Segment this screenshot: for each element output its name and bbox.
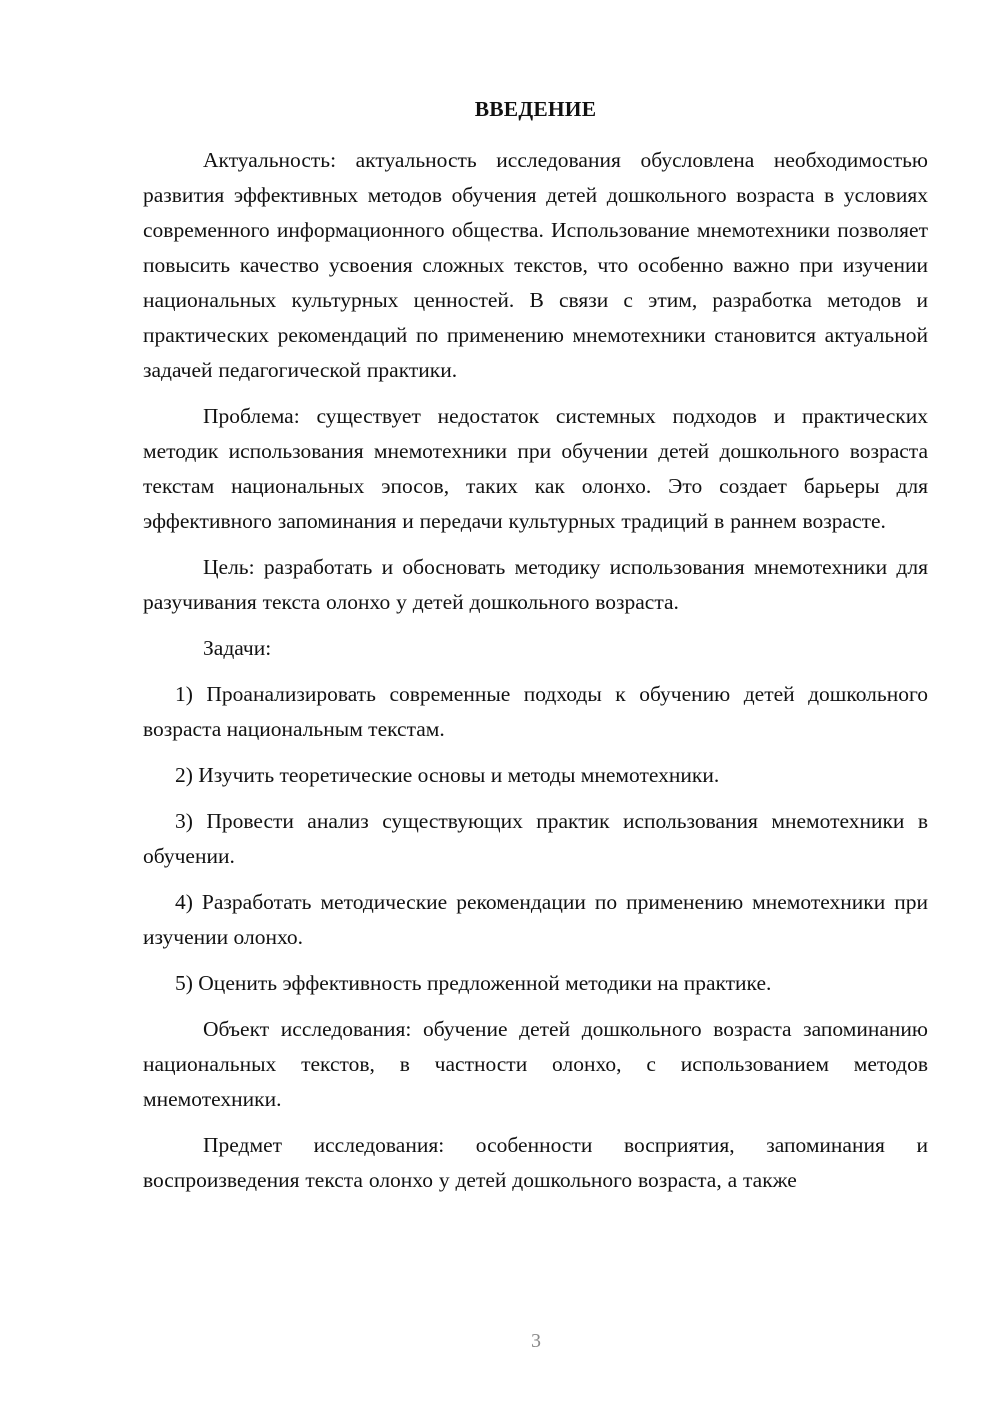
- tasks-label: Задачи:: [203, 636, 272, 660]
- task-item-3: 3) Провести анализ существующих практик использования мнемотехники в обучении.: [143, 809, 928, 868]
- document-page: [143, 92, 928, 1209]
- page-title: ВВЕДЕНИЕ: [474, 97, 597, 121]
- paragraph-subject: Предмет исследования: особенности восприятия, запоминания и воспроизведения текста олонхо у детей дошкольного возраста, а также: [143, 1133, 928, 1192]
- paragraph-goal: Цель: разработать и обосновать методику использования мнемотехники для разучивания текста олонхо у детей дошкольного возраста.: [143, 555, 928, 614]
- page-number: 3: [531, 1330, 541, 1352]
- paragraph-problem: Проблема: существует недостаток системных подходов и практических методик использования мнемотехники при обучении детей дошкольного возраста текстам национальных эпосов, таких как олонхо. Это создает барьеры для эффективного запоминания и передачи культурных традиций в раннем возрасте.: [143, 404, 928, 533]
- paragraph-object: Объект исследования: обучение детей дошкольного возраста запоминанию национальных текстов, в частности олонхо, с использованием методов мнемотехники.: [143, 1017, 928, 1111]
- paragraph-relevance: Актуальность: актуальность исследования обусловлена необходимостью развития эффективных методов обучения детей дошкольного возраста в условиях современного информационного общества. Использование мнемотехники позволяет повысить качество усвоения сложных текстов, что особенно важно при изучении национальных культурных ценностей. В связи с этим, разработка методов и практических рекомендаций по применению мнемотехники становится актуальной задачей педагогической практики.: [143, 148, 928, 382]
- task-item-5: 5) Оценить эффективность предложенной методики на практике.: [175, 971, 772, 995]
- task-item-1: 1) Проанализировать современные подходы к обучению детей дошкольного возраста национальным текстам.: [143, 682, 928, 741]
- task-item-2: 2) Изучить теоретические основы и методы мнемотехники.: [175, 763, 720, 787]
- tasks-list: [143, 677, 928, 1001]
- task-item-4: 4) Разработать методические рекомендации по применению мнемотехники при изучении олонхо.: [143, 890, 928, 949]
